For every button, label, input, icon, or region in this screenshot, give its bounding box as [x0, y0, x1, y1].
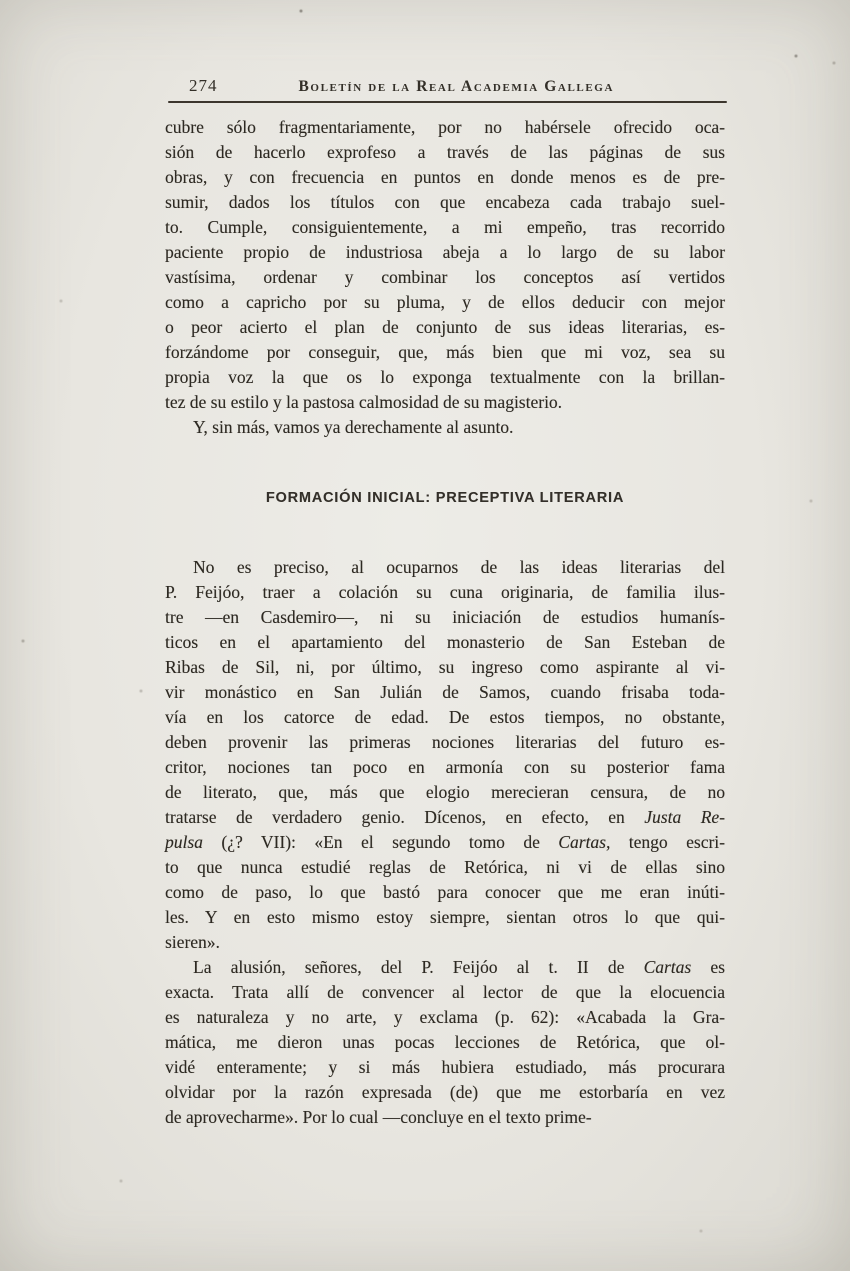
text-line: les. Y en esto mismo estoy siempre, sientan otros lo que qui-	[165, 907, 725, 927]
paragraph	[165, 555, 725, 955]
text-line	[165, 830, 725, 855]
text-line: exacta. Trata allí de convencer al lector de que la elocuencia	[165, 982, 725, 1002]
text-line: No es preciso, al ocuparnos de las ideas literarias del	[193, 557, 725, 577]
italic-text-segment: Cartas	[643, 957, 692, 977]
text-line: vastísima, ordenar y combinar los conceptos así vertidos	[165, 267, 725, 287]
italic-text-segment: pulsa	[165, 832, 203, 852]
page-body	[165, 115, 725, 1130]
italic-text-segment: Justa Re-	[644, 807, 725, 827]
text-line: cubre sólo fragmentariamente, por no habérsele ofrecido oca-	[165, 117, 725, 137]
paragraph	[165, 415, 725, 440]
text-line: propia voz la que os lo exponga textualmente con la brillan-	[165, 367, 725, 387]
italic-text-segment: Cartas,	[558, 832, 611, 852]
section-heading: FORMACIÓN INICIAL: PRECEPTIVA LITERARIA	[265, 490, 625, 506]
text-line: critor, nociones tan poco en armonía con su posterior fama	[165, 757, 725, 777]
text-line: tez de su estilo y la pastosa calmosidad de su magisterio.	[165, 392, 563, 412]
text-line: to que nunca estudié reglas de Retórica, ni vi de ellas sino	[165, 857, 725, 877]
text-line: forzándome por conseguir, que, más bien que mi voz, sea su	[165, 342, 725, 362]
paragraph	[165, 115, 725, 415]
text-line: paciente propio de industriosa abeja a lo largo de su labor	[165, 242, 725, 262]
text-line: sieren».	[165, 932, 220, 952]
text-line: ticos en el apartamiento del monasterio de San Esteban de	[165, 632, 725, 652]
text-line	[165, 805, 725, 830]
text-line: o peor acierto el plan de conjunto de sus ideas literarias, es-	[165, 317, 725, 337]
text-segment: tratarse de verdadero genio. Dícenos, en efecto, en	[165, 807, 645, 827]
text-line	[165, 955, 725, 980]
text-line: obras, y con frecuencia en puntos en donde menos es de pre-	[165, 167, 725, 187]
header-rule	[168, 101, 727, 103]
page-header	[165, 76, 725, 96]
text-segment: tengo escri-	[610, 832, 725, 852]
text-line: sumir, dados los títulos con que encabeza cada trabajo suel-	[165, 192, 725, 212]
text-line: como a capricho por su pluma, y de ellos deducir con mejor	[165, 292, 725, 312]
page-number: 274	[189, 76, 218, 95]
text-line: como de paso, lo que bastó para conocer que me eran inúti-	[165, 882, 725, 902]
text-segment: es	[691, 957, 725, 977]
text-segment: La alusión, señores, del P. Feijóo al t. II de	[193, 957, 644, 977]
text-line: de aprovecharme». Por lo cual —concluye en el texto prime-	[165, 1107, 592, 1127]
running-title: Boletín de la Real Academia Gallega	[298, 78, 614, 95]
text-line: tre —en Casdemiro—, ni su iniciación de estudios humanís-	[165, 607, 725, 627]
scan-noise-specks	[0, 0, 2, 2]
text-line: to. Cumple, consiguientemente, a mi empeño, tras recorrido	[165, 217, 725, 237]
paragraph	[165, 955, 725, 1130]
text-segment: (¿? VII): «En el segundo tomo de	[202, 832, 559, 852]
text-line: P. Feijóo, traer a colación su cuna originaria, de familia ilus-	[165, 582, 725, 602]
text-line: sión de hacerlo exprofeso a través de las páginas de sus	[165, 142, 725, 162]
text-line: Ribas de Sil, ni, por último, su ingreso como aspirante al vi-	[165, 657, 725, 677]
text-line: vía en los catorce de edad. De estos tiempos, no obstante,	[165, 707, 725, 727]
text-line: es naturaleza y no arte, y exclama (p. 62): «Acabada la Gra-	[165, 1007, 725, 1027]
text-line: vir monástico en San Julián de Samos, cuando frisaba toda-	[165, 682, 725, 702]
text-line: de literato, que, más que elogio merecieran censura, de no	[165, 782, 725, 802]
text-line: mática, me dieron unas pocas lecciones de Retórica, que ol-	[165, 1032, 725, 1052]
text-line: Y, sin más, vamos ya derechamente al asunto.	[193, 417, 514, 437]
text-line: olvidar por la razón expresada (de) que me estorbaría en vez	[165, 1082, 725, 1102]
text-line: vidé enteramente; y si más hubiera estudiado, más procurara	[165, 1057, 725, 1077]
text-line: deben provenir las primeras nociones literarias del futuro es-	[165, 732, 725, 752]
